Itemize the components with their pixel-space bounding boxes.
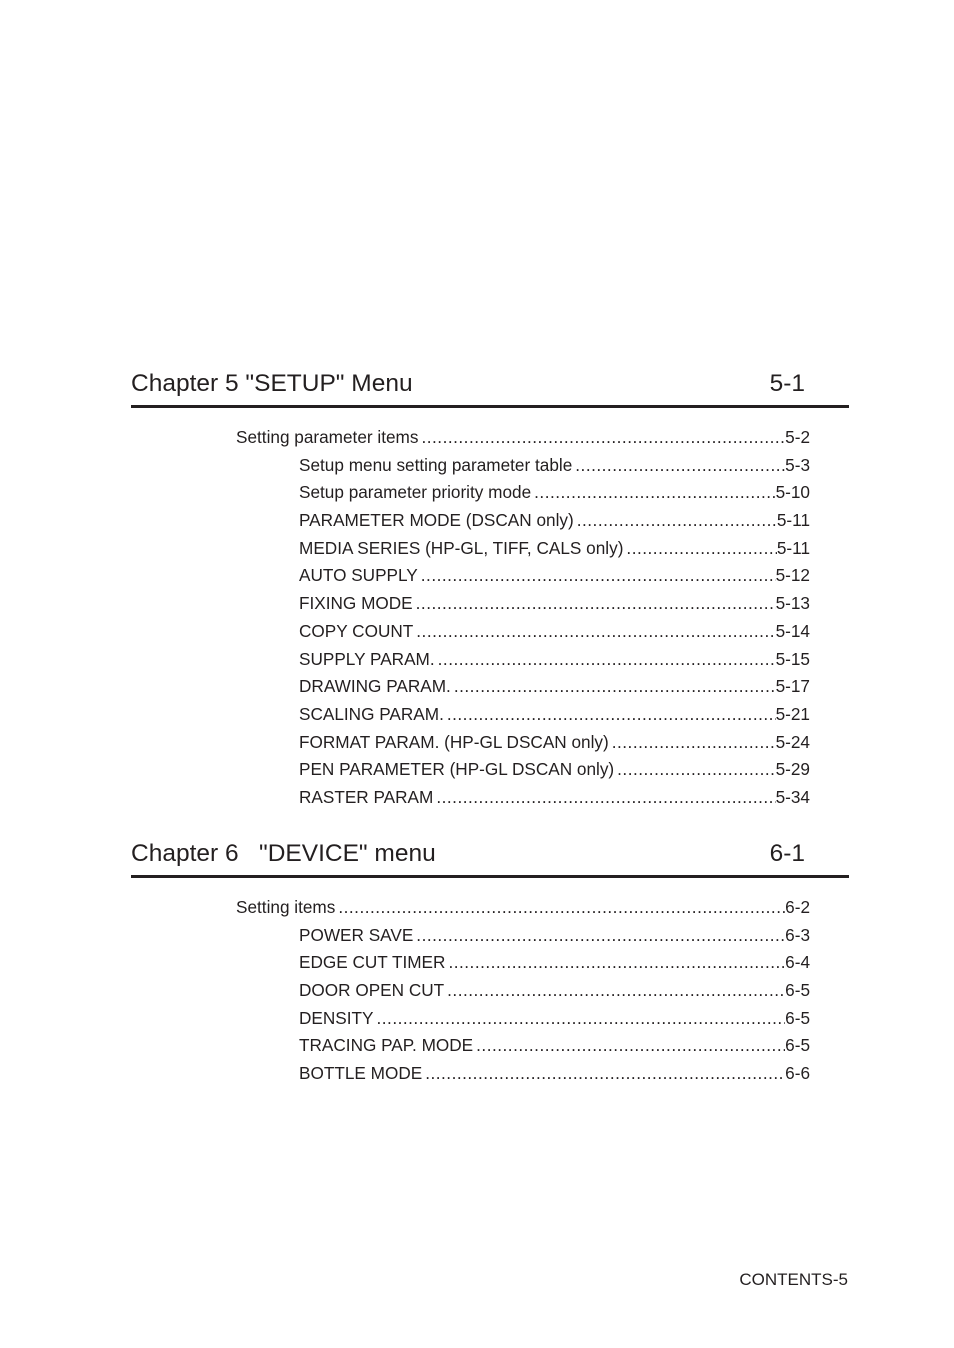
- dot-leader: [413, 618, 775, 646]
- toc-entry-label: SUPPLY PARAM.: [299, 648, 435, 669]
- toc-entry-label: Setup menu setting parameter table: [299, 454, 573, 475]
- toc-entry-label: DENSITY: [299, 1007, 374, 1028]
- dot-leader: [614, 756, 775, 784]
- toc-entry-page: 6-5: [785, 1035, 810, 1056]
- chapter-heading: [131, 367, 849, 401]
- dot-leader: [422, 1060, 785, 1088]
- dot-leader: [413, 922, 785, 950]
- toc-entry-page: 5-29: [775, 759, 810, 780]
- toc-entry[interactable]: [299, 562, 810, 590]
- page-footer-label: CONTENTS-5: [739, 1270, 848, 1289]
- toc-entry-label: DOOR OPEN CUT: [299, 980, 445, 1001]
- toc-entry[interactable]: [299, 673, 810, 701]
- toc-entry-page: 5-14: [775, 620, 810, 641]
- toc-entry-page: 5-11: [776, 537, 810, 558]
- toc-entry-page: 6-5: [785, 1007, 810, 1028]
- dot-leader: [413, 590, 776, 618]
- toc-entry-label: MEDIA SERIES (HP-GL, TIFF, CALS only): [299, 537, 624, 558]
- dot-leader: [444, 701, 776, 729]
- toc-entry[interactable]: [299, 535, 810, 563]
- chapter-heading: [131, 837, 849, 871]
- toc-entry-page: 5-21: [775, 703, 810, 724]
- toc-entry-label: Setting parameter items: [236, 427, 419, 447]
- toc-entry[interactable]: [299, 701, 810, 729]
- toc-entry[interactable]: [299, 1005, 810, 1033]
- toc-entry[interactable]: [299, 507, 810, 535]
- chapter-title: Chapter 5 "SETUP" Menu: [131, 370, 413, 397]
- toc-entry-page: 6-3: [785, 924, 810, 945]
- dot-leader: [572, 452, 785, 480]
- toc-entry-page: 6-2: [785, 897, 810, 917]
- toc-entry[interactable]: [299, 646, 810, 674]
- chapter-divider: [131, 875, 849, 878]
- toc-entry[interactable]: [299, 479, 810, 507]
- toc-entry[interactable]: [299, 452, 810, 480]
- toc-entry[interactable]: [299, 756, 810, 784]
- toc-entry[interactable]: [299, 590, 810, 618]
- dot-leader: [418, 424, 785, 452]
- toc-entry-page: 5-24: [775, 731, 810, 752]
- chapter-page-number: 5-1: [769, 370, 805, 397]
- dot-leader: [433, 784, 775, 812]
- toc-entry-label: FORMAT PARAM. (HP-GL DSCAN only): [299, 731, 609, 752]
- dot-leader: [609, 729, 776, 757]
- toc-entry-page: 6-4: [785, 952, 810, 973]
- dot-leader: [374, 1005, 786, 1033]
- toc-entry[interactable]: [299, 618, 810, 646]
- toc-entry-label: Setting items: [236, 897, 336, 917]
- toc-entry-label: PARAMETER MODE (DSCAN only): [299, 510, 574, 531]
- dot-leader: [335, 894, 785, 922]
- toc-entry-label: POWER SAVE: [299, 924, 414, 945]
- toc-entry-page: 5-13: [775, 593, 810, 614]
- toc-entry-label: TRACING PAP. MODE: [299, 1035, 474, 1056]
- toc-entry-page: 5-10: [775, 482, 810, 503]
- toc-entry[interactable]: [299, 729, 810, 757]
- toc-entry-page: 5-17: [775, 676, 810, 697]
- dot-leader: [451, 673, 776, 701]
- toc-entry[interactable]: [236, 424, 810, 452]
- chapter-page-number: 6-1: [769, 840, 805, 867]
- toc-entry[interactable]: [299, 784, 810, 812]
- toc-entry[interactable]: [236, 894, 810, 922]
- dot-leader: [623, 535, 776, 563]
- toc-entry-label: DRAWING PARAM.: [299, 676, 451, 697]
- toc-entry-page: 5-12: [775, 565, 810, 586]
- toc-entry-label: FIXING MODE: [299, 593, 413, 614]
- toc-entry-label: EDGE CUT TIMER: [299, 952, 446, 973]
- toc-entry-label: Setup parameter priority mode: [299, 482, 532, 503]
- dot-leader: [445, 949, 785, 977]
- dot-leader: [473, 1032, 785, 1060]
- toc-entry-page: 5-3: [785, 454, 810, 475]
- toc-entry-label: COPY COUNT: [299, 620, 414, 641]
- dot-leader: [531, 479, 775, 507]
- toc-list: [131, 894, 849, 1088]
- toc-entry-page: 6-6: [785, 1063, 810, 1084]
- toc-entry-label: SCALING PARAM.: [299, 703, 444, 724]
- toc-entry[interactable]: [299, 977, 810, 1005]
- dot-leader: [574, 507, 777, 535]
- chapter-5-section: [131, 367, 849, 807]
- toc-entry[interactable]: [299, 1032, 810, 1060]
- toc-list: [131, 424, 849, 812]
- toc-entry[interactable]: [299, 922, 810, 950]
- toc-entry-page: 5-2: [785, 427, 810, 447]
- toc-entry-label: PEN PARAMETER (HP-GL DSCAN only): [299, 759, 615, 780]
- chapter-title: Chapter 6 "DEVICE" menu: [131, 840, 436, 867]
- toc-entry[interactable]: [299, 949, 810, 977]
- toc-entry-page: 5-15: [775, 648, 810, 669]
- toc-entry-label: BOTTLE MODE: [299, 1063, 423, 1084]
- toc-entry[interactable]: [299, 1060, 810, 1088]
- toc-entry-page: 6-5: [785, 980, 810, 1001]
- toc-entry-page: 5-34: [775, 786, 810, 807]
- chapter-6-section: [131, 837, 849, 1084]
- toc-entry-label: AUTO SUPPLY: [299, 565, 418, 586]
- dot-leader: [444, 977, 785, 1005]
- dot-leader: [435, 646, 776, 674]
- toc-entry-page: 5-11: [776, 510, 810, 531]
- chapter-divider: [131, 405, 849, 408]
- dot-leader: [418, 562, 776, 590]
- toc-entry-label: RASTER PARAM: [299, 786, 434, 807]
